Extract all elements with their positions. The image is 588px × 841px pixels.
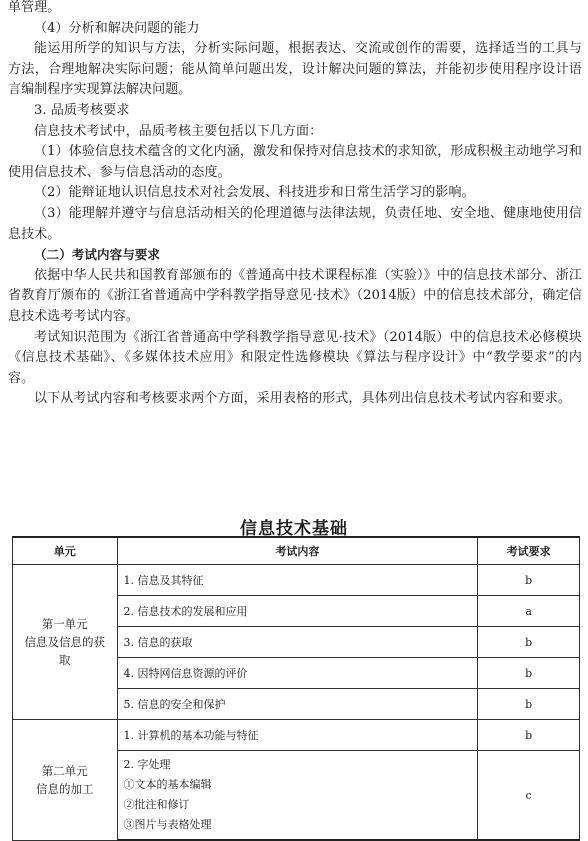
- requirement-cell: b: [478, 565, 580, 596]
- unit-name-line2: 信息的加工: [36, 781, 94, 796]
- header-content: 考试内容: [117, 537, 478, 565]
- content-line: ③图片与表格处理: [123, 818, 212, 831]
- table-header-row: [13, 537, 580, 565]
- paragraph: 考试知识范围为《浙江省普通高中学科教学指导意见·技术》（2014版）中的信息技术必修模块《信息技术基础》、《多媒体技术应用》和限定性选修模块《算法与程序设计》中“教学要求”的内容。: [8, 329, 582, 386]
- content-line: 2. 字处理: [123, 758, 171, 771]
- content-cell: 2. 信息技术的发展和应用: [117, 596, 478, 627]
- paragraph: （1）体验信息技术蕴含的文化内涵，激发和保持对信息技术的求知欲，形成积极主动地学习和使用信息技术、参与信息活动的态度。: [8, 144, 582, 180]
- paragraph: （3）能理解并遵守与信息活动相关的伦理道德与法律法规，负责任地、安全地、健康地使用信息技术。: [8, 205, 582, 242]
- requirement-cell: c: [478, 751, 580, 841]
- paragraph: 依据中华人民共和国教育部颁布的《普通高中技术课程标准（实验）》中的信息技术部分、浙江省教育厅颁布的《浙江省普通高中学科教学指导意见·技术》（2014版）中的信息技术部分，确定信息技术选考考试内容。: [8, 267, 582, 324]
- requirement-cell: b: [478, 658, 580, 689]
- content-line: ②批注和修订: [123, 798, 190, 811]
- unit-name-line1: 第一单元: [41, 617, 88, 631]
- paragraph: 以下从考试内容和考核要求两个方面，采用表格的形式，具体列出信息技术考试内容和要求。: [34, 391, 572, 407]
- content-cell: 4. 因特网信息资源的评价: [117, 658, 478, 689]
- section-title: 信息技术基础: [240, 519, 348, 539]
- content-line: ①文本的基本编辑: [123, 778, 212, 791]
- header-unit: 单元: [13, 537, 118, 565]
- unit-cell: [13, 565, 118, 720]
- exam-content-table: [12, 536, 580, 841]
- content-cell: 5. 信息的安全和保护: [117, 689, 478, 720]
- paragraph: 信息技术考试中，品质考核主要包括以下几方面：: [34, 123, 323, 139]
- table-row: [13, 565, 580, 596]
- content-cell: [117, 751, 478, 841]
- paragraph: 能运用所学的知识与方法，分析实际问题，根据表达、交流或创作的需要，选择适当的工具与方法，合理地解决实际问题；能从简单问题出发，设计解决问题的算法，并能初步使用程序设计语言编制程序实现算法解决问题。: [8, 41, 582, 98]
- body-text: [8, 0, 582, 410]
- unit-name-line1: 第二单元: [41, 763, 88, 778]
- content-cell: 3. 信息的获取: [117, 627, 478, 658]
- content-cell: 1. 计算机的基本功能与特征: [117, 720, 478, 751]
- requirement-cell: a: [478, 596, 580, 627]
- unit-cell: [13, 720, 118, 841]
- content-cell: 1. 信息及其特征: [117, 565, 478, 596]
- requirement-cell: b: [478, 627, 580, 658]
- paragraph: 单管理。: [8, 0, 61, 15]
- subheading: （4）分析和解决问题的能力: [34, 20, 200, 36]
- requirement-cell: b: [478, 689, 580, 720]
- header-requirement: 考试要求: [478, 537, 580, 565]
- table-row: [13, 720, 580, 751]
- paragraph: （2）能辩证地认识信息技术对社会发展、科技进步和日常生活学习的影响。: [34, 185, 475, 201]
- unit-name-line2: 信息及信息的获取: [24, 635, 105, 667]
- section-heading: （二）考试内容与要求: [34, 247, 161, 263]
- requirement-cell: b: [478, 720, 580, 751]
- subheading: 3. 品质考核要求: [34, 102, 130, 118]
